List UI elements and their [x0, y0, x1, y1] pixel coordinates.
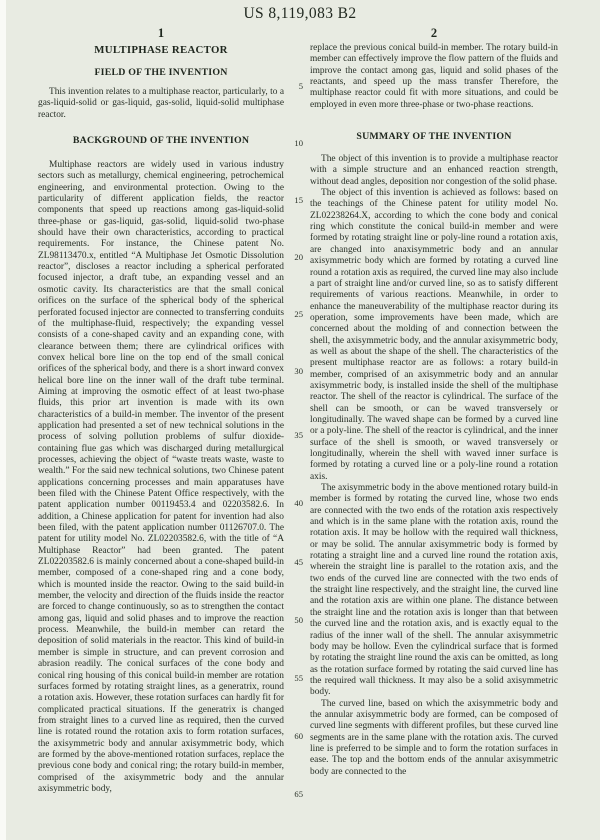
heading-field-of-invention: FIELD OF THE INVENTION [94, 67, 228, 78]
continuation-paragraph: replace the previous conical build-in member. The rotary build-in member can effectively improve the flow pattern of the fluids and improve the contact among gas, liquid and solid phases of the reactants, and speed up the mass transfer Therefore, the multiphase reactor could fit with more situations, and could be employed in even more three-phase or two-phase reactions. [310, 43, 558, 110]
line-number: 40 [294, 498, 303, 508]
invention-title: MULTIPHASE REACTOR [94, 44, 228, 56]
column-2 [310, 26, 558, 834]
line-number: 45 [294, 557, 303, 567]
patent-number-header: US 8,119,083 B2 [243, 5, 357, 22]
summary-paragraph: The object of this invention is to provide a multiphase reactor with a simple structure and an enhanced reaction strength, without dead angles, deposition nor congestion of the solid phase. [310, 154, 558, 187]
line-number: 65 [294, 789, 303, 799]
line-number: 25 [294, 309, 303, 319]
heading-background-of-invention: BACKGROUND OF THE INVENTION [72, 135, 250, 147]
line-number: 5 [298, 81, 303, 91]
field-paragraph: This invention relates to a multiphase reactor, particularly, to a gas-liquid-solid or gas-liquid, gas-solid, liquid-solid multiphase reactor. [38, 87, 284, 120]
line-number: 10 [294, 138, 303, 148]
background-paragraph: Multiphase reactors are widely used in various industry sectors such as metallurgy, chemical engineering, petrochemical engineering, and environmental protection. Owing to the particularity of different application fields, the reactor components that speed up reactions among gas-liquid-solid three-phase or gas-liquid, gas-solid, liquid-solid two-phase should have their own characteristics, according to practical requirements. For instance, the Chinese patent No. ZL98113470.x, entitled “A Multiphase Jet Osmotic Dissolution reactor”, discloses a reactor including a spherical perforated focused injector, a draft tube, an expanding vessel and an osmotic cavity. Its characteristics are that the small conical orifices on the surface of the spherical body of the spherical perforated focused injector are connected to transferring conduits of the multiphase-fluid, respectively; the expanding vessel consists of a cone-shaped cavity and an expanding cone, with clearance between them; there are cylindrical orifices with convex helical bore line on the top end of the small conical orifices of the spherical body, and there is a short inward convex helical bore line on the inner wall of the draft tube terminal. Aiming at improving the osmotic effect of at least two-phase fluids, this prior art invention is made with its own characteristics of a build-in member. The inventor of the present application had presented a set of new technical solutions in the process of solving pollution problems of sulfur dioxide-containing flue gas which was discharged during metallurgical processes, achieving the object of “waste treats waste, waste to wealth.” For the said new technical solutions, two Chinese patent applications concerning processes and main apparatuses have been filed with the Chinese Patent Office respectively, with the patent application number 00119453.4 and 02203582.6. In addition, a Chinese application for patent for invention had also been filed, with the patent application number 01126707.0. The patent for utility model No. ZL02203582.6, with the title of “A Multiphase Reactor” had been granted. The patent ZL02203582.6 is mainly concerned about a cone-shaped build-in member, composed of a cone-shaped ring and a cone body, which is mounted inside the reactor. Owing to the said build-in member, the velocity and direction of the fluids inside the reactor are forced to change continuously, so as to strengthen the contact among gas, liquid and solid phases and to improve the reaction process. Meanwhile, the build-in member can retard the deposition of solid materials in the reactor. This kind of build-in member is simple in structure, and can prevent corrosion and abrasion readily. The conical surfaces of the cone body and conical ring housing of this conical build-in member are rotation surfaces formed by rotating straight lines, as a generatrix, round a rotation axis. However, these rotation surfaces can hardly fit for complicated practical situations. If the generatrix is changed from straight lines to a curved line as required, then the curved line is rotated round the rotation axis to form rotation surfaces, the axisymmetric body and annular axisymmetric body, which are formed by the above-mentioned rotation surfaces, replace the previous cone body and conical ring; the rotary build-in member, comprised of the axisymmetric body and the annular axisymmetric body, [38, 160, 284, 794]
line-number: 20 [294, 252, 303, 262]
summary-paragraph: The curved line, based on which the axisymmetric body and the annular axisymmetric body are formed, can be composed of curved line segments with different profiles, but these curved line segments are in the same plane with the rotation axis. The curved line is preferred to be simple and to form the rotation surfaces in ease. The top and the bottom ends of the annular axisymmetric body are connected to the [310, 698, 558, 777]
summary-paragraph: The object of this invention is achieved as follows: based on the teachings of the Chinese patent for utility model No. ZL02238264.X, according to which the cone body and conical ring which constitute the conical build-in member and were formed by rotating straight line or poly-line round a rotation axis, are changed into anaxisymmetric body and an annular axisymmetric body which are formed by rotating a curved line round a rotation axis as required, the curved line may also include a part of straight line and/or curved line, so as to satisfy different requirements of various reactions. Meanwhile, in order to enhance the maneuverability of the multiphase reactor during its operation, some improvements have been made, which are concerned about the molding of and connection between the shell, the axisymmetric body, and the annular axisymmetric body, as well as about the shape of the shell. The characteristics of the present multiphase reactor are as follows: a rotary build-in member, comprised of an axisymmetric body and an annular axisymmetric body, is installed inside the shell of the multiphase reactor. The shell of the reactor is cylindrical. The surface of the shell can be smooth, or can be waved transversely or longitudinally. The waved shape can be formed by a curved line or a poly-line. The shell of the reactor is cylindrical, and the inner surface of the shell is smooth, or waved transversely or longitudinally, wherein the shell with waved inner surface is formed by rotating a curved line or a poly-line round a rotation axis. [310, 188, 558, 482]
column-1 [38, 26, 284, 834]
summary-paragraph: The axisymmetric body in the above mentioned rotary build-in member is formed by rotating the curved line, whose two ends are connected with the two ends of the rotation axis respectively and which is in the same plane with the rotation axis, round the rotation axis. It may be hollow with the required wall thickness, or may be solid. The annular axisymmetric body is formed by rotating a straight line and a curved line round the rotation axis, wherein the straight line is parallel to the rotation axis, and the two ends of the curved line are connected with the two ends of the straight line respectively, and the straight line, the curved line and the rotation axis are within one plane. The distance between the straight line and the rotation axis is longer than that between the curved line and the rotation axis, and is exactly equal to the radius of the inner wall of the shell. The annular axisymmetric body may be hollow. Even the cylindrical surface that is formed by rotating the straight line round the axis can be omitted, as long as the rotation surface formed by rotating the said curved line has the required wall thickness. It may also be a solid axisymmetric body. [310, 483, 558, 698]
heading-summary-of-invention: SUMMARY OF THE INVENTION [356, 131, 512, 143]
line-number: 35 [294, 430, 303, 440]
line-number: 50 [294, 615, 303, 625]
line-number: 55 [294, 673, 303, 683]
column-2-number: 2 [430, 26, 438, 40]
scan-edge-strip [0, 0, 6, 840]
line-number: 60 [294, 731, 303, 741]
line-number: 15 [294, 195, 303, 205]
line-number: 30 [294, 366, 303, 376]
column-1-number: 1 [157, 26, 165, 40]
